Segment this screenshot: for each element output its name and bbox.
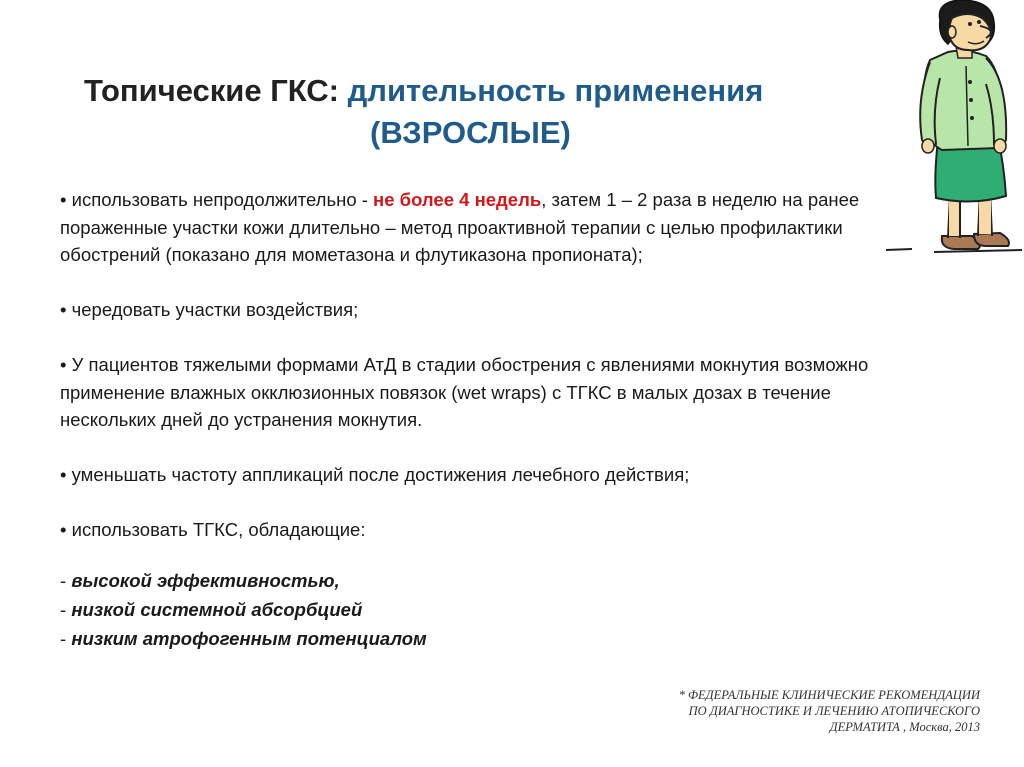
list-dash: - bbox=[60, 627, 72, 649]
list-dash: - bbox=[60, 598, 72, 620]
title-main: Топические ГКС: bbox=[84, 73, 348, 108]
title-accent: длительность применения bbox=[347, 73, 764, 108]
slide-body bbox=[60, 186, 890, 653]
footnote bbox=[560, 687, 980, 735]
title-subtitle: (ВЗРОСЛЫЕ) bbox=[370, 115, 571, 150]
slide-title bbox=[84, 70, 864, 154]
paragraph-duration-end: , затем 1 – 2 раза в неделю на ранее пораженные участки кожи длительно – метод проактивной терапии с целью профилактики обострений (показано для мометазона и флутиказона пропионата); bbox=[60, 189, 860, 265]
paragraph-duration bbox=[60, 186, 890, 269]
list-item-text: низким атрофогенным потенциалом bbox=[71, 627, 427, 649]
list-item bbox=[60, 566, 890, 595]
list-dash: - bbox=[60, 569, 72, 591]
paragraph-wet-wraps: • У пациентов тяжелыми формами АтД в стадии обострения с явлениями мокнутия возможно применение влажных окклюзионных повязок (wet wraps) с ТГКС в малых дозах в течение нескольких дней до устранения мокнутия. bbox=[60, 354, 869, 430]
paragraph-frequency: • уменьшать частоту аппликаций после достижения лечебного действия; bbox=[60, 464, 690, 485]
paragraph-alternate: • чередовать участки воздействия; bbox=[60, 299, 359, 320]
properties-list bbox=[60, 566, 890, 653]
paragraph-properties-intro: • использовать ТГКС, обладающие: bbox=[60, 519, 366, 540]
duration-highlight: не более 4 недель bbox=[373, 189, 542, 210]
list-item bbox=[60, 595, 890, 624]
list-item-text: высокой эффективностью, bbox=[71, 569, 340, 591]
cartoon-woman-illustration bbox=[882, 0, 1024, 262]
footnote-line: ПО ДИАГНОСТИКЕ И ЛЕЧЕНИЮ АТОПИЧЕСКОГО bbox=[688, 704, 980, 718]
paragraph-duration-start: • использовать непродолжительно - bbox=[60, 189, 374, 210]
list-item bbox=[60, 624, 890, 653]
footnote-line: ДЕРМАТИТА , Москва, 2013 bbox=[829, 720, 980, 734]
list-item-text: низкой системной абсорбцией bbox=[71, 598, 363, 620]
footnote-line: * ФЕДЕРАЛЬНЫЕ КЛИНИЧЕСКИЕ РЕКОМЕНДАЦИИ bbox=[678, 688, 980, 702]
